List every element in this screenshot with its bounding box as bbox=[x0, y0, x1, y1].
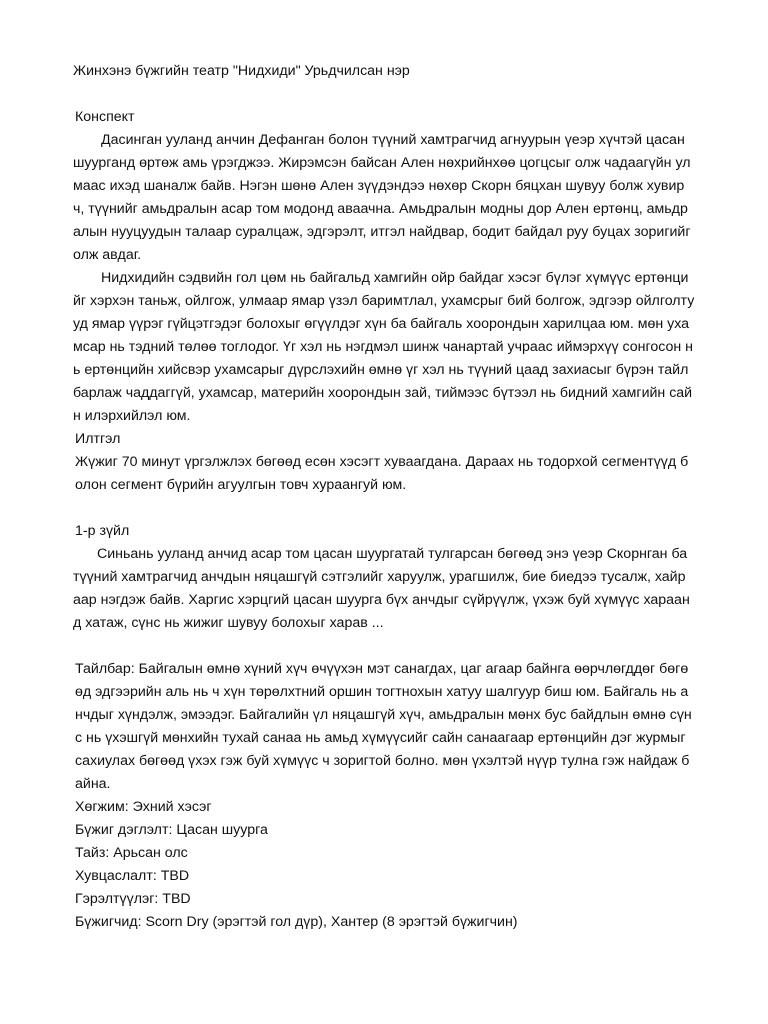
music-line: Хөгжим: Эхний хэсэг bbox=[75, 799, 212, 815]
part1-text: Синьань ууланд анчид асар том цасан шуургатай тулгарсан бөгөөд энэ үеэр Скорнган ба түүний хамтрагчид анчдын няцашгүй сэтгэлийг харуулж, урагшилж, бие биедээ тусалж, хайр аар нэгдэж байв. Харгис хэрцгий цасан шуурга бүх анчдыг сүйрүүлж, үхэж буй хүмүүс хараанд хатаж, сүнс нь жижиг шувуу болохыг харав ... bbox=[73, 546, 690, 631]
synopsis-heading: Конспект bbox=[75, 109, 135, 125]
lighting-line: Гэрэлтүүлэг: TBD bbox=[75, 891, 191, 907]
document-title: Жинхэнэ бүжгийн театр "Нидхиди" Урьдчилсан нэр bbox=[73, 63, 410, 79]
presentation-heading: Илтгэл bbox=[75, 431, 121, 447]
dancers-line: Бүжигчид: Scorn Dry (эрэгтэй гол дүр), Хантер (8 эрэгтэй бүжигчин) bbox=[75, 914, 518, 930]
presentation-text: Жүжиг 70 минут үргэлжлэх бөгөөд есөн хэсэгт хуваагдана. Дараах нь тодорхой сегментүүд болон сегмент бүрийн агуулгын товч хураангуй юм. bbox=[75, 454, 689, 493]
document-page bbox=[73, 60, 695, 934]
costume-line: Хувцаслалт: TBD bbox=[75, 868, 190, 884]
part1-heading: 1-р зүйл bbox=[75, 523, 130, 539]
props-line: Тайз: Арьсан олс bbox=[75, 845, 188, 861]
synopsis-paragraph-1: Дасинган ууланд анчин Дефанган болон түүний хамтрагчид агнуурын үеэр хүчтэй цасан шуурганд өртөж амь үрэгджээ. Жирэмсэн байсан Ален нөхрийнхөө цогцсыг олж чадаагүйн улмаас ихэд шаналж байв. Нэгэн шөнө Ален зүүдэндээ нөхөр Скорн бяцхан шувуу болж хувирч, түүнийг амьдралын асар том модонд аваачна. Амьдралын модны дор Ален ертөнц, амьдралын нууцуудын талаар суралцаж, эдгэрэлт, итгэл найдвар, бодит байдал руу буцах зоригийг олж авдаг. bbox=[73, 132, 691, 263]
synopsis-paragraph-2: Нидхидийн сэдвийн гол цөм нь байгальд хамгийн ойр байдаг хэсэг бүлэг хүмүүс ертөнцийг хэрхэн таньж, ойлгож, улмаар ямар үзэл баримтлал, ухамсрыг бий болгож, эдгээр ойлголтууд ямар үүрэг гүйцэтгэдэг болохыг өгүүлдэг хүн ба байгаль хоорондын харилцаа юм. мөн ухамсар нь тэдний төлөө тоглодог. Үг хэл нь нэгдмэл шинж чанартай учраас иймэрхүү сонгосон нь ертөнцийн хийсвэр ухамсарыг дүрслэхийн өмнө үг хэл нь түүний цаад захиасыг бүрэн тайлбарлаж чаддаггүй, ухамсар, материйн хоорондын зай, тиймээс бүтээл нь бидний хамгийн сайн илэрхийлэл юм. bbox=[73, 270, 695, 424]
note-text: Тайлбар: Байгалын өмнө хүний хүч өчүүхэн мэт санагдах, цаг агаар байнга өөрчлөгддөг бөгөөд эдгээрийн аль нь ч хүн төрөлхтний оршин тогтнохын хатуу шалгуур биш юм. Байгаль нь анчдыг хүндэлж, эмээдэг. Байгалийн үл няцашгүй хүч, амьдралын мөнх бус байдлын өмнө сүнс нь үхэшгүй мөнхийн тухай санаа нь амьд хүмүүсийг сайн санаагаар ертөнцийн дэг журмыг сахиулах бөгөөд үхэх гэж буй хүмүүс ч зоригтой болно. мөн үхэлтэй нүүр тулна гэж найдаж байна. bbox=[75, 661, 692, 792]
choreography-line: Бүжиг дэглэлт: Цасан шуурга bbox=[75, 822, 268, 838]
